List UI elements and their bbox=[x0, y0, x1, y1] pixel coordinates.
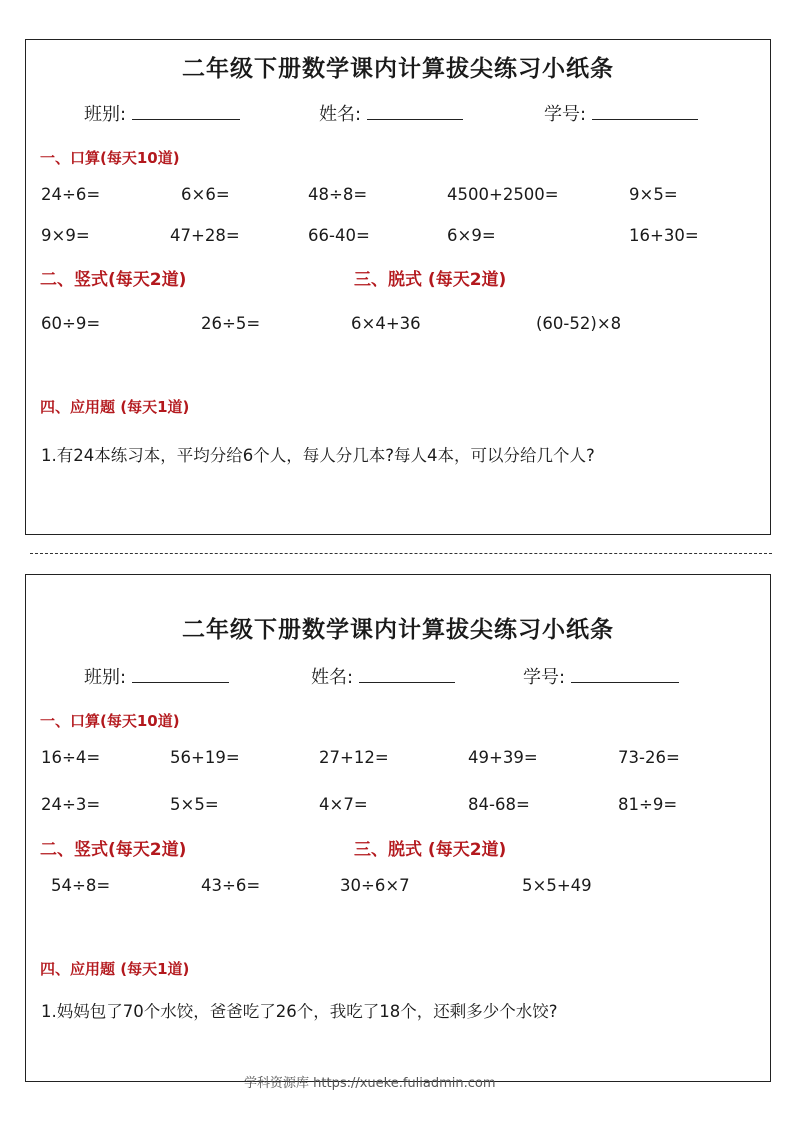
vertical-problem: 54÷8= bbox=[51, 876, 111, 895]
name-label: 姓名: bbox=[319, 104, 362, 125]
oral-problem: 27+12= bbox=[319, 748, 389, 767]
number-blank[interactable] bbox=[592, 101, 698, 120]
cut-line bbox=[30, 553, 772, 554]
section-oral: 一、口算(每天10道) bbox=[40, 149, 180, 167]
class-field bbox=[84, 100, 240, 126]
oral-problem: 66-40= bbox=[308, 226, 370, 245]
oral-problem: 9×5= bbox=[629, 185, 678, 204]
oral-problem: 9×9= bbox=[41, 226, 90, 245]
stepwise-problem: (60-52)×8 bbox=[536, 314, 622, 333]
class-label: 班别: bbox=[84, 104, 127, 125]
number-label: 学号: bbox=[523, 667, 566, 688]
section-stepwise: 三、脱式 (每天2道) bbox=[354, 270, 507, 290]
class-blank[interactable] bbox=[132, 664, 229, 683]
section-vertical: 二、竖式(每天2道) bbox=[40, 270, 187, 290]
section-word: 四、应用题 (每天1道) bbox=[40, 398, 190, 416]
number-label: 学号: bbox=[544, 104, 587, 125]
oral-problem: 16÷4= bbox=[41, 748, 101, 767]
oral-problem: 16+30= bbox=[629, 226, 699, 245]
oral-problem: 6×6= bbox=[181, 185, 230, 204]
name-field bbox=[319, 100, 463, 126]
oral-problem: 24÷3= bbox=[41, 795, 101, 814]
name-blank[interactable] bbox=[367, 101, 463, 120]
vertical-problem: 26÷5= bbox=[201, 314, 261, 333]
oral-problem: 4500+2500= bbox=[447, 185, 559, 204]
class-blank[interactable] bbox=[132, 101, 240, 120]
name-label: 姓名: bbox=[311, 667, 354, 688]
class-field bbox=[84, 663, 229, 689]
oral-problem: 73-26= bbox=[618, 748, 680, 767]
number-field bbox=[523, 663, 679, 689]
stepwise-problem: 6×4+36 bbox=[351, 314, 421, 333]
slip-title: 二年级下册数学课内计算拔尖练习小纸条 bbox=[182, 617, 614, 643]
oral-problem: 6×9= bbox=[447, 226, 496, 245]
footer-source: 学科资源库 https://xueke.fuliadmin.com bbox=[244, 1076, 496, 1091]
section-oral: 一、口算(每天10道) bbox=[40, 712, 180, 730]
exercise-slip-1 bbox=[25, 39, 771, 535]
name-blank[interactable] bbox=[359, 664, 455, 683]
stepwise-problem: 5×5+49 bbox=[522, 876, 592, 895]
stepwise-problem: 30÷6×7 bbox=[340, 876, 410, 895]
oral-problem: 49+39= bbox=[468, 748, 538, 767]
oral-problem: 48÷8= bbox=[308, 185, 368, 204]
word-problem: 1.妈妈包了70个水饺，爸爸吃了26个，我吃了18个，还剩多少个水饺? bbox=[41, 1002, 558, 1021]
section-word: 四、应用题 (每天1道) bbox=[40, 960, 190, 978]
exercise-slip-2 bbox=[25, 574, 771, 1082]
section-vertical: 二、竖式(每天2道) bbox=[40, 840, 187, 860]
oral-problem: 81÷9= bbox=[618, 795, 678, 814]
slip-title: 二年级下册数学课内计算拔尖练习小纸条 bbox=[182, 56, 614, 82]
oral-problem: 24÷6= bbox=[41, 185, 101, 204]
class-label: 班别: bbox=[84, 667, 127, 688]
oral-problem: 84-68= bbox=[468, 795, 530, 814]
word-problem: 1.有24本练习本，平均分给6个人，每人分几本?每人4本，可以分给几个人? bbox=[41, 446, 595, 465]
oral-problem: 47+28= bbox=[170, 226, 240, 245]
name-field bbox=[311, 663, 455, 689]
oral-problem: 56+19= bbox=[170, 748, 240, 767]
number-field bbox=[544, 100, 698, 126]
oral-problem: 4×7= bbox=[319, 795, 368, 814]
oral-problem: 5×5= bbox=[170, 795, 219, 814]
vertical-problem: 43÷6= bbox=[201, 876, 261, 895]
vertical-problem: 60÷9= bbox=[41, 314, 101, 333]
number-blank[interactable] bbox=[571, 664, 679, 683]
section-stepwise: 三、脱式 (每天2道) bbox=[354, 840, 507, 860]
